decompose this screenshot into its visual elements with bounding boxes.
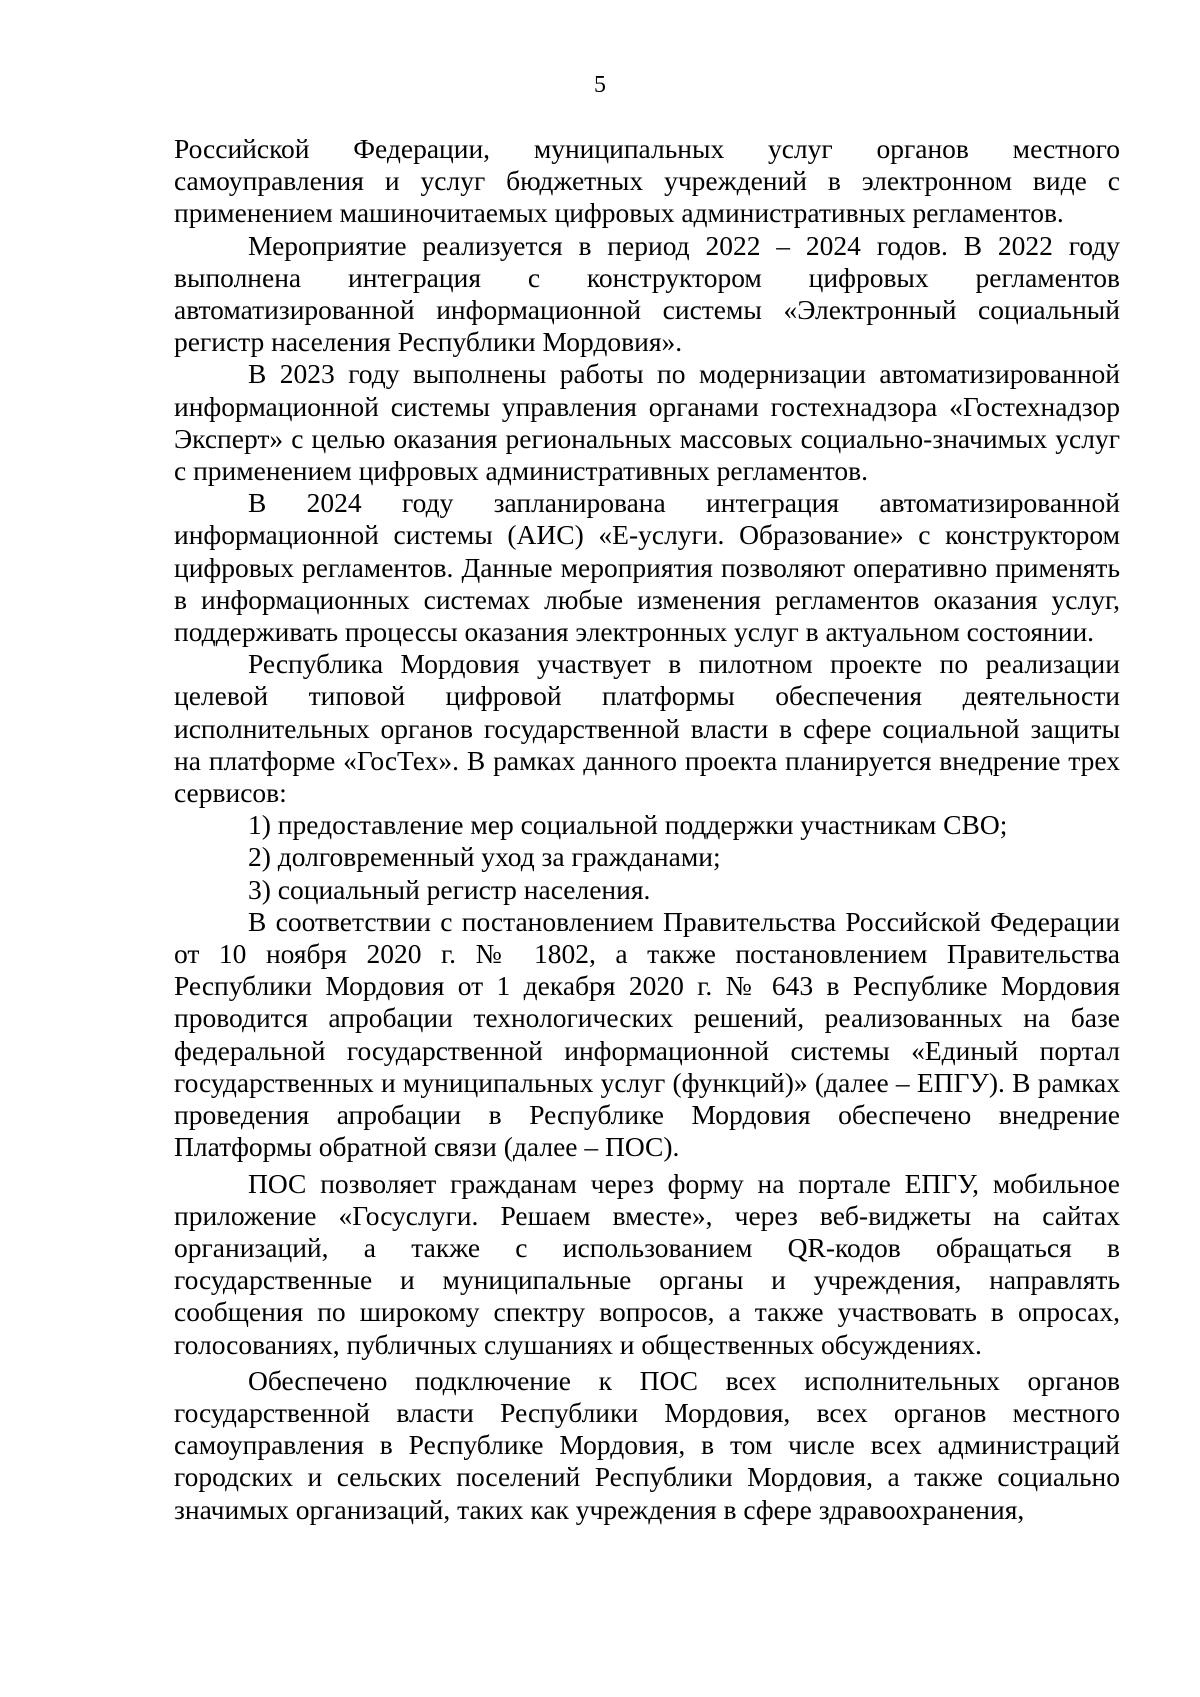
paragraph-continuation: Российской Федерации, муниципальных услуг органов местного самоуправления и услуг бюджетных учреждений в электронном виде с применением машиночитаемых цифровых административных регламентов. [174,133,1120,229]
paragraph-pos-description: ПОС позволяет гражданам через форму на портале ЕПГУ, мобильное приложение «Госуслуги. Решаем вместе», через веб-виджеты на сайтах организаций, а также с использованием QR-кодов обращаться в государственные и муниципальные органы и учреждения, направлять сообщения по широкому спектру вопросов, а также участвовать в опросах, голосованиях, публичных слушаниях и общественных обсуждениях. [174,1167,1120,1360]
paragraph-epgu-approbation: В соответствии с постановлением Правительства Российской Федерации от 10 ноября 2020 г. № 1802, а также постановлением Правительства Республики Мордовия от 1 декабря 2020 г. № 643 в Республике Мордовия проводится апробации технологических решений, реализованных на базе федеральной государственной информационной системы «Единый портал государственных и муниципальных услуг (функций)» (далее – ЕПГУ). В рамках проведения апробации в Республике Мордовия обеспечено внедрение Платформы обратной связи (далее – ПОС). [174,905,1120,1163]
paragraph-2023-modernization: В 2023 году выполнены работы по модернизации автоматизированной информационной системы управления органами гостехнадзора «Гостехнадзор Эксперт» с целью оказания региональных массовых социально-значимых услуг с применением цифровых административных регламентов. [174,358,1120,487]
paragraph-2024-integration: В 2024 году запланирована интеграция автоматизированной информационной системы (АИС) «Е-услуги. Образование» с конструктором цифровых регламентов. Данные мероприятия позволяют оперативно применять в информационных системах любые изменения регламентов оказания услуг, поддерживать процессы оказания электронных услуг в актуальном состоянии. [174,487,1120,648]
list-item-long-term-care: 2) долговременный уход за гражданами; [248,841,721,873]
paragraph-pos-connection: Обеспечено подключение к ПОС всех исполнительных органов государственной власти Республики Мордовия, всех органов местного самоуправления в Республике Мордовия, в том числе всех администраций городских и сельских поселений Республики Мордовия, а также социально значимых организаций, таких как учреждения в сфере здравоохранения, [174,1364,1120,1525]
list-item-svo-support: 1) предоставление мер социальной поддержки участникам СВО; [248,809,1008,841]
paragraph-event-period: Мероприятие реализуется в период 2022 – 2024 годов. В 2022 году выполнена интеграция с конструктором цифровых регламентов автоматизированной информационной системы «Электронный социальный регистр населения Республики Мордовия». [174,229,1120,358]
page-number: 5 [594,72,606,98]
list-item-social-register: 3) социальный регистр населения. [248,873,651,905]
document-body [174,133,1120,1526]
paragraph-gostech-pilot: Республика Мордовия участвует в пилотном проекте по реализации целевой типовой цифровой платформы обеспечения деятельности исполнительных органов государственной власти в сфере социальной защиты на платформе «ГосТех». В рамках данного проекта планируется внедрение трех сервисов: [174,648,1120,809]
